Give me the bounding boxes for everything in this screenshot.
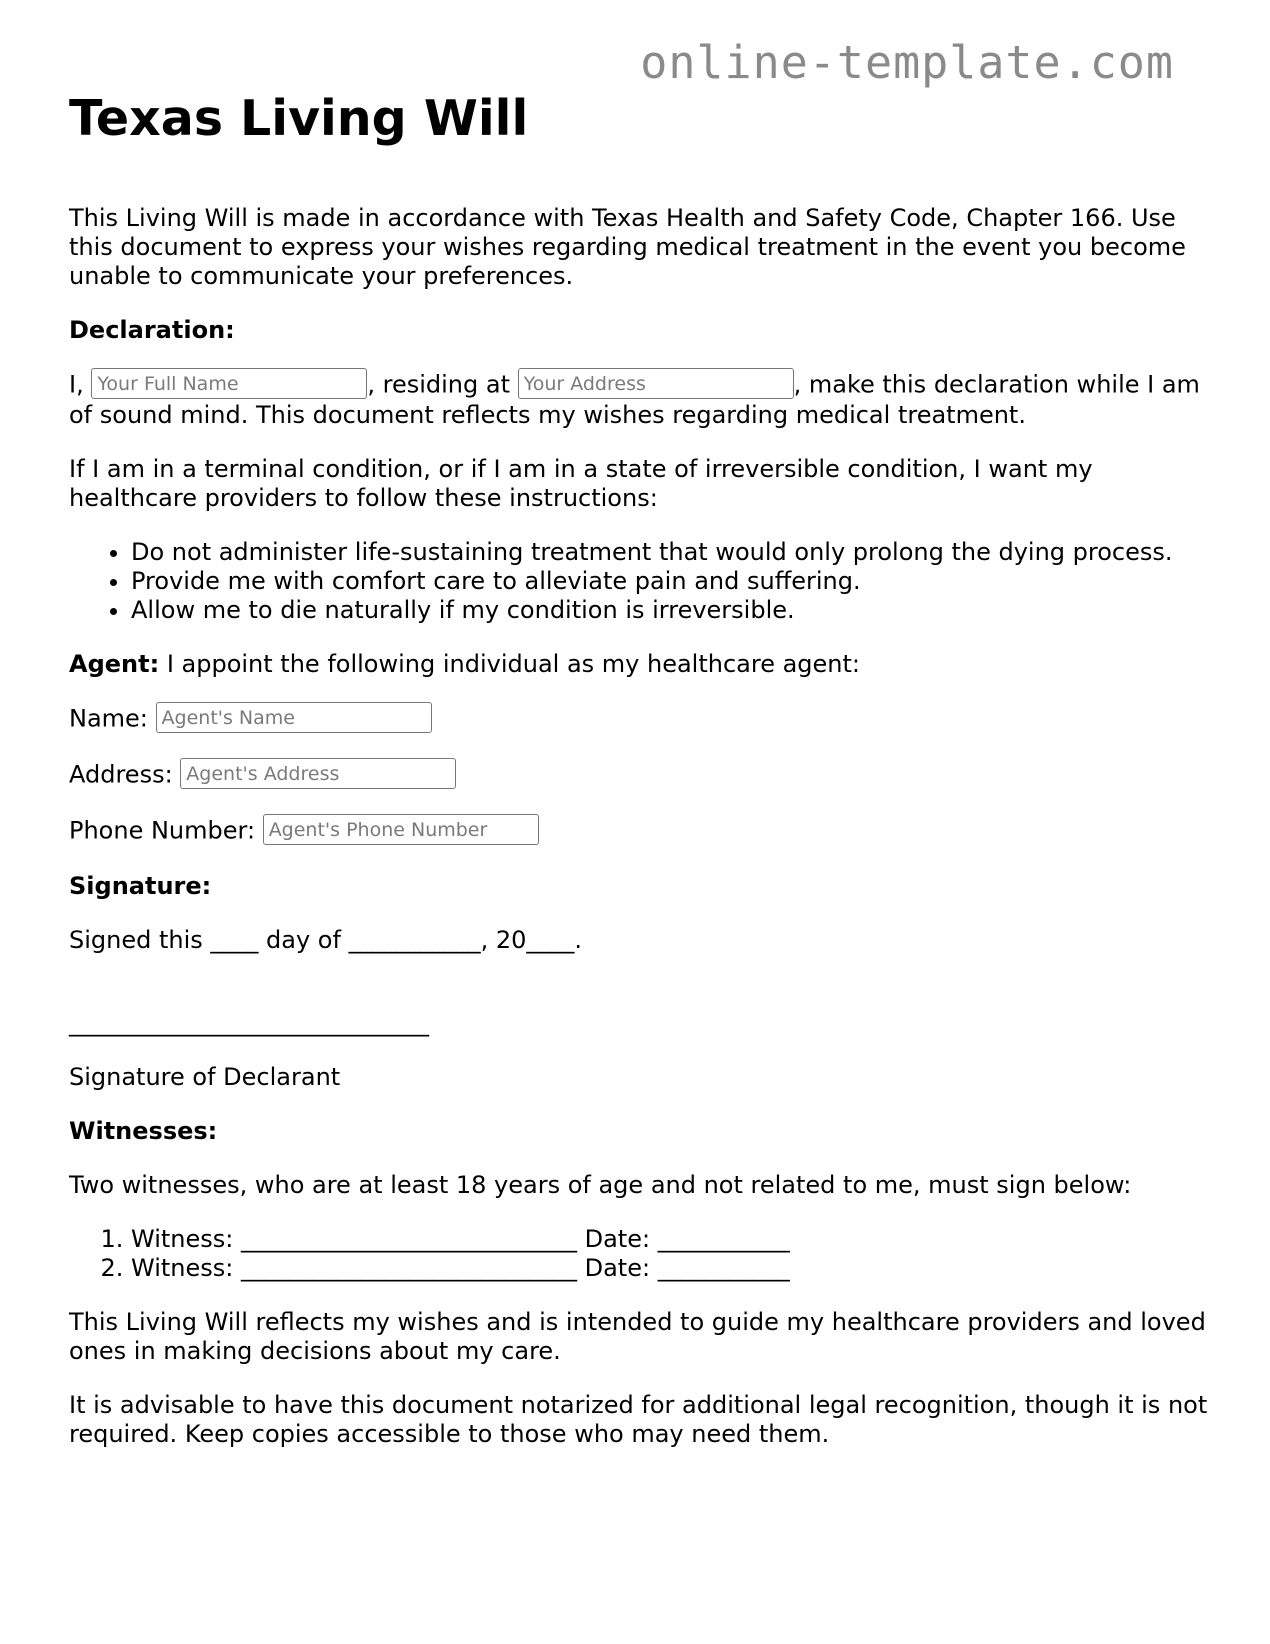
residing-text: , residing at [367,370,518,399]
witness-item: 2. Witness: ____________________________ Date: ___________ [131,1254,1209,1283]
agent-name-input[interactable] [156,702,432,733]
agent-address-row [69,760,1209,791]
full-name-input[interactable] [91,368,367,399]
intro-paragraph: This Living Will is made in accordance with Texas Health and Safety Code, Chapter 166. Use this document to express your wishes regarding medical treatment in the event you become unable to communicate your preferences. [69,204,1186,290]
signature-heading: Signature: [69,872,212,900]
signed-date-line: Signed this ____ day of ___________, 20____. [69,926,582,954]
notary-note: It is advisable to have this document notarized for additional legal recognition, though it is not required. Keep copies accessible to those who may need them. [69,1391,1208,1448]
agent-heading: Agent: [69,650,160,678]
witnesses-heading: Witnesses: [69,1117,218,1145]
instruction-item: • Provide me with comfort care to alleviate pain and suffering. [131,567,1209,596]
instruction-item: • Allow me to die naturally if my condition is irreversible. [131,596,1209,625]
instruction-item: • Do not administer life-sustaining treatment that would only prolong the dying process. [131,538,1209,567]
agent-phone-input[interactable] [263,814,539,845]
witness-item: 1. Witness: ____________________________ Date: ___________ [131,1225,1209,1254]
instructions-list [69,538,1209,625]
agent-name-label: Name: [69,704,156,733]
agent-text: I appoint the following individual as my healthcare agent: [159,650,861,678]
agent-address-input[interactable] [180,758,456,789]
page-title: Texas Living Will [69,90,529,147]
declaration-paragraph [69,370,1209,430]
signature-line: ______________________________ [69,1009,429,1037]
address-input[interactable] [518,368,794,399]
declaration-prefix: I, [69,370,92,399]
declaration-heading: Declaration: [69,316,235,344]
agent-name-row [69,704,1209,735]
condition-paragraph: If I am in a terminal condition, or if I am in a state of irreversible condition, I want my healthcare providers to follow these instructions: [69,455,1093,512]
watermark-logo: online-template.com [640,36,1174,89]
witnesses-text: Two witnesses, who are at least 18 years of age and not related to me, must sign below: [69,1171,1132,1199]
agent-paragraph [69,650,1209,679]
closing-paragraph: This Living Will reflects my wishes and is intended to guide my healthcare providers and loved ones in making decisions about my care. [69,1308,1206,1365]
agent-address-label: Address: [69,760,181,789]
declaration-suffix: , make this declaration while I am of sound mind. This document reflects my wishes regarding medical treatment. [69,370,1200,429]
signature-caption: Signature of Declarant [69,1063,341,1091]
witness-list [69,1225,1209,1283]
document-page [69,86,1209,1474]
agent-phone-row [69,816,1209,847]
agent-phone-label: Phone Number: [69,816,263,845]
